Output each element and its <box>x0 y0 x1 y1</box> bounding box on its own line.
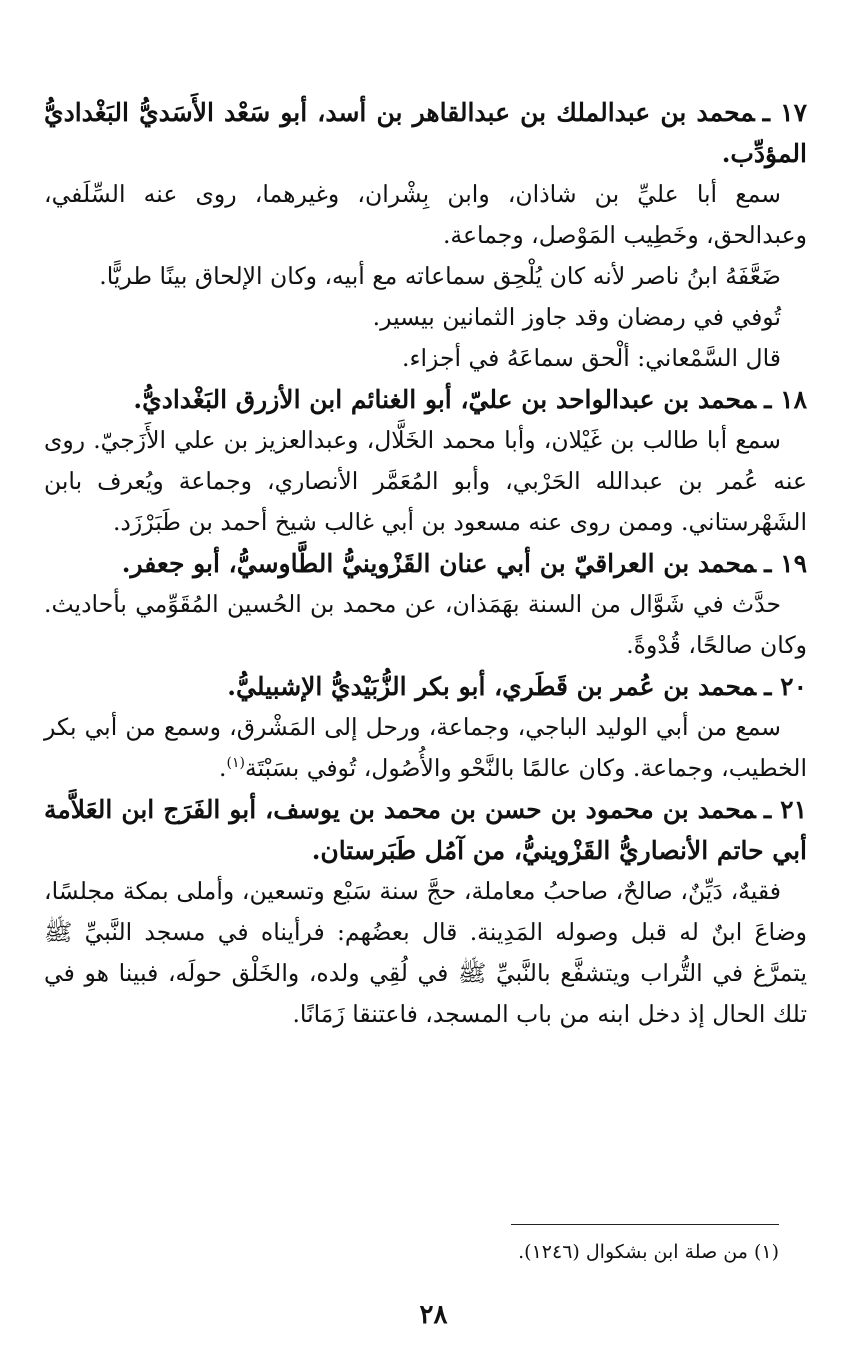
footnote-reference[interactable]: (١) <box>226 755 245 772</box>
entry-paragraph: قال السَّمْعاني: ألْحق سماعَهُ في أجزاء. <box>401 344 781 372</box>
entry-title: محمد بن محمود بن حسن بن محمد بن يوسف، أبو الفَرَج ابن العَلاَّمة أبي حاتم الأنصاريُّ القَزْوينيُّ، من آمُل طَبَرستان. <box>44 795 807 865</box>
biography-entry <box>44 92 807 379</box>
page-number: ٢٨ <box>419 1300 448 1330</box>
entry-paragraph: سمع أبا عليِّ بن شاذان، وابن بِشْران، وغيرهما، روى عنه السِّلَفي، وعبدالحق، وخَطِيب المَوْصل، وجماعة. <box>44 180 807 249</box>
footnote-divider <box>511 1224 779 1225</box>
biography-entry <box>44 666 807 789</box>
entry-paragraph: فقيهٌ، دَيِّنٌ، صالحٌ، صاحبُ معاملة، حجَّ سنة سَبْع وتسعين، وأملى بمكة مجلسًا، وضاعَ ابنٌ له قبل وصوله المَدِينة. قال بعضُهم: فرأيناه في مسجد النَّبيِّ ﷺ يتمرَّغ في التُّراب ويتشفَّع بالنَّبيِّ ﷺ في لُقِي ولده، والخَلْق حولَه، فبينا هو في تلك الحال إذ دخل ابنه من باب المسجد، فاعتنقا زَمَانًا. <box>44 877 807 1028</box>
entry-title: محمد بن عُمر بن قَطَري، أبو بكر الزُّبَيْديُّ الإشبيليُّ. <box>227 672 757 701</box>
entry-number: ١٨ ـ <box>764 385 807 414</box>
footnote: (١) من صلة ابن بشكوال (١٢٤٦). <box>518 1241 779 1263</box>
entry-heading <box>44 789 807 871</box>
biography-entry <box>44 543 807 666</box>
entry-paragraph-text: سمع من أبي الوليد الباجي، وجماعة، ورحل إلى المَشْرق، وسمع من أبي بكر الخطيب، وجماعة. وكان عالمًا بالنَّحْو والأُصُول، تُوفي بسَبْتَة <box>44 713 807 782</box>
entry-paragraph: سمع أبا طالب بن غَيْلان، وأبا محمد الخَلَّال، وعبدالعزيز بن علي الأَزَجيّ. روى عنه عُمر بن عبدالله الحَرْبي، وأبو المُعَمَّر الأنصاري، وجماعة ويُعرف بابن الشَهْرستاني. وممن روى عنه مسعود بن أبي غالب شيخ أحمد بن طَبَرْزَد. <box>44 426 807 536</box>
entry-paragraph: سمع من أبي الوليد الباجي، وجماعة، ورحل إلى المَشْرق، وسمع من أبي بكر الخطيب، وجماعة. وكان عالمًا بالنَّحْو والأُصُول، تُوفي بسَبْتَة$^{(١)}$. <box>44 713 807 782</box>
entry-paragraph: حدَّث في شَوَّال من السنة بهَمَذان، عن محمد بن الحُسين المُقَوِّمي بأحاديث. وكان صالحًا، قُدْوةً. <box>44 590 807 659</box>
biography-entry <box>44 379 807 543</box>
entry-paragraph: ضَعَّفَهُ ابنُ ناصر لأنه كان يُلْحِق سماعاته مع أبيه، وكان الإلحاق بينًا طريًّا. <box>99 262 781 290</box>
entry-title: محمد بن عبدالملك بن عبدالقاهر بن أسد، أبو سَعْد الأَسَديُّ البَغْداديُّ المؤدِّب. <box>44 98 807 168</box>
entry-heading <box>44 543 807 584</box>
entry-title: محمد بن عبدالواحد بن عليّ، أبو الغنائم ابن الأزرق البَغْداديُّ. <box>133 385 757 414</box>
entry-heading <box>44 92 807 174</box>
entry-number: ١٩ ـ <box>764 549 807 578</box>
entry-title: محمد بن العراقيّ بن أبي عنان القَزْوينيُّ الطَّاوسيُّ، أبو جعفر. <box>121 549 757 578</box>
entry-heading <box>44 666 807 707</box>
entry-number: ٢١ ـ <box>763 795 808 824</box>
entry-heading <box>44 379 807 420</box>
entry-number: ١٧ ـ <box>762 98 807 127</box>
entry-number: ٢٠ ـ <box>764 672 807 701</box>
biography-entry <box>44 789 807 1035</box>
entry-paragraph: تُوفي في رمضان وقد جاوز الثمانين بيسير. <box>372 303 781 331</box>
